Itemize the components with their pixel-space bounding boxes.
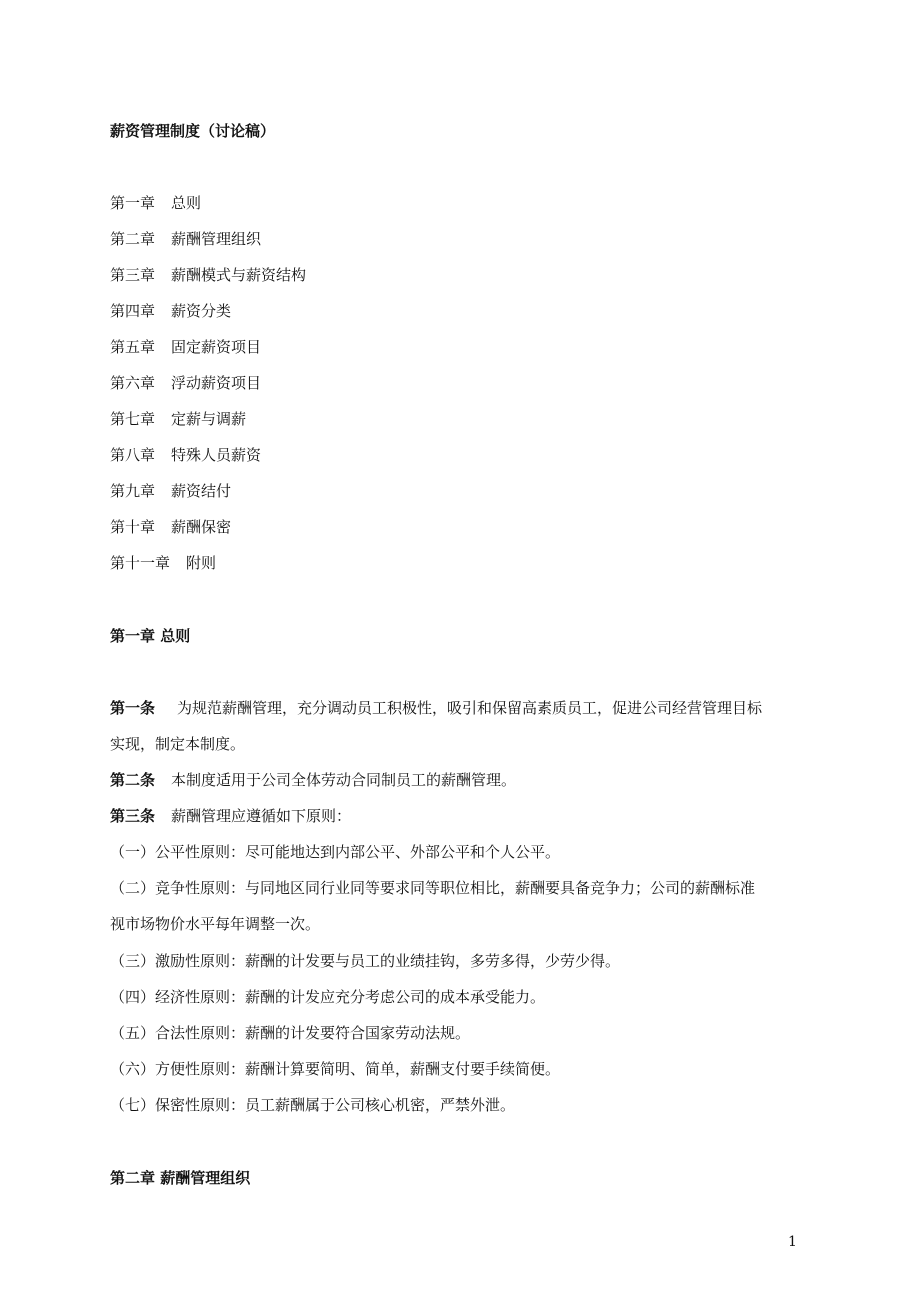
toc-chapter-number: 第六章 <box>110 374 156 392</box>
toc-chapter-title: 固定薪资项目 <box>171 338 262 356</box>
toc-item <box>110 265 306 285</box>
toc-chapter-title: 薪酬模式与薪资结构 <box>171 266 307 284</box>
toc-chapter-number: 第十一章 <box>110 554 171 572</box>
list-item: （三）激励性原则：薪酬的计发要与员工的业绩挂钩，多劳多得，少劳少得。 <box>110 952 621 970</box>
article-text: 本制度适用于公司全体劳动合同制员工的薪酬管理。 <box>171 771 517 789</box>
toc-chapter-number: 第八章 <box>110 446 156 464</box>
toc-chapter-number: 第七章 <box>110 410 156 428</box>
list-item: （五）合法性原则：薪酬的计发要符合国家劳动法规。 <box>110 1024 471 1042</box>
toc-chapter-title: 薪资分类 <box>171 302 232 320</box>
article-label: 第三条 <box>110 807 156 825</box>
toc-item <box>110 517 231 537</box>
toc-chapter-title: 薪酬保密 <box>171 518 232 536</box>
toc-chapter-title: 薪酬管理组织 <box>171 230 262 248</box>
toc-chapter-number: 第二章 <box>110 230 156 248</box>
page-number: 1 <box>788 1234 797 1250</box>
toc-chapter-title: 总则 <box>171 194 202 212</box>
article-1-continuation: 实现，制定本制度。 <box>110 735 246 753</box>
list-item: 视市场物价水平每年调整一次。 <box>110 915 321 933</box>
toc-item <box>110 481 231 501</box>
toc-item <box>110 337 261 357</box>
toc-item <box>110 373 261 393</box>
toc-item <box>110 445 261 465</box>
article-label: 第二条 <box>110 771 156 789</box>
toc-item <box>110 229 261 249</box>
document-title: 薪资管理制度（讨论稿） <box>110 122 276 140</box>
toc-chapter-title: 定薪与调薪 <box>171 410 247 428</box>
toc-chapter-number: 第四章 <box>110 302 156 320</box>
toc-chapter-title: 特殊人员薪资 <box>171 446 262 464</box>
toc-chapter-number: 第十章 <box>110 518 156 536</box>
article-text: 为规范薪酬管理，充分调动员工积极性，吸引和保留高素质员工，促进公司经营管理目标 <box>177 699 763 717</box>
article-3 <box>110 806 351 826</box>
list-item: （二）竞争性原则：与同地区同行业同等要求同等职位相比，薪酬要具备竞争力；公司的薪酬标准 <box>110 879 756 897</box>
toc-chapter-title: 浮动薪资项目 <box>171 374 262 392</box>
list-item: （一）公平性原则：尽可能地达到内部公平、外部公平和个人公平。 <box>110 843 561 861</box>
article-label: 第一条 <box>110 699 156 717</box>
toc-item <box>110 553 216 573</box>
toc-item <box>110 409 246 429</box>
toc-item <box>110 193 201 213</box>
chapter1-heading: 第一章 总则 <box>110 627 191 645</box>
article-1 <box>110 698 762 718</box>
toc-chapter-number: 第九章 <box>110 482 156 500</box>
toc-chapter-number: 第五章 <box>110 338 156 356</box>
toc-chapter-number: 第一章 <box>110 194 156 212</box>
list-item: （六）方便性原则：薪酬计算要简明、简单，薪酬支付要手续简便。 <box>110 1060 561 1078</box>
list-item: （七）保密性原则：员工薪酬属于公司核心机密，严禁外泄。 <box>110 1096 516 1114</box>
toc-chapter-title: 附则 <box>186 554 217 572</box>
chapter2-heading: 第二章 薪酬管理组织 <box>110 1169 251 1187</box>
toc-chapter-title: 薪资结付 <box>171 482 232 500</box>
article-2 <box>110 770 516 790</box>
article-text: 薪酬管理应遵循如下原则： <box>171 807 352 825</box>
toc-chapter-number: 第三章 <box>110 266 156 284</box>
toc-item <box>110 301 231 321</box>
list-item: （四）经济性原则：薪酬的计发应充分考虑公司的成本承受能力。 <box>110 988 546 1006</box>
